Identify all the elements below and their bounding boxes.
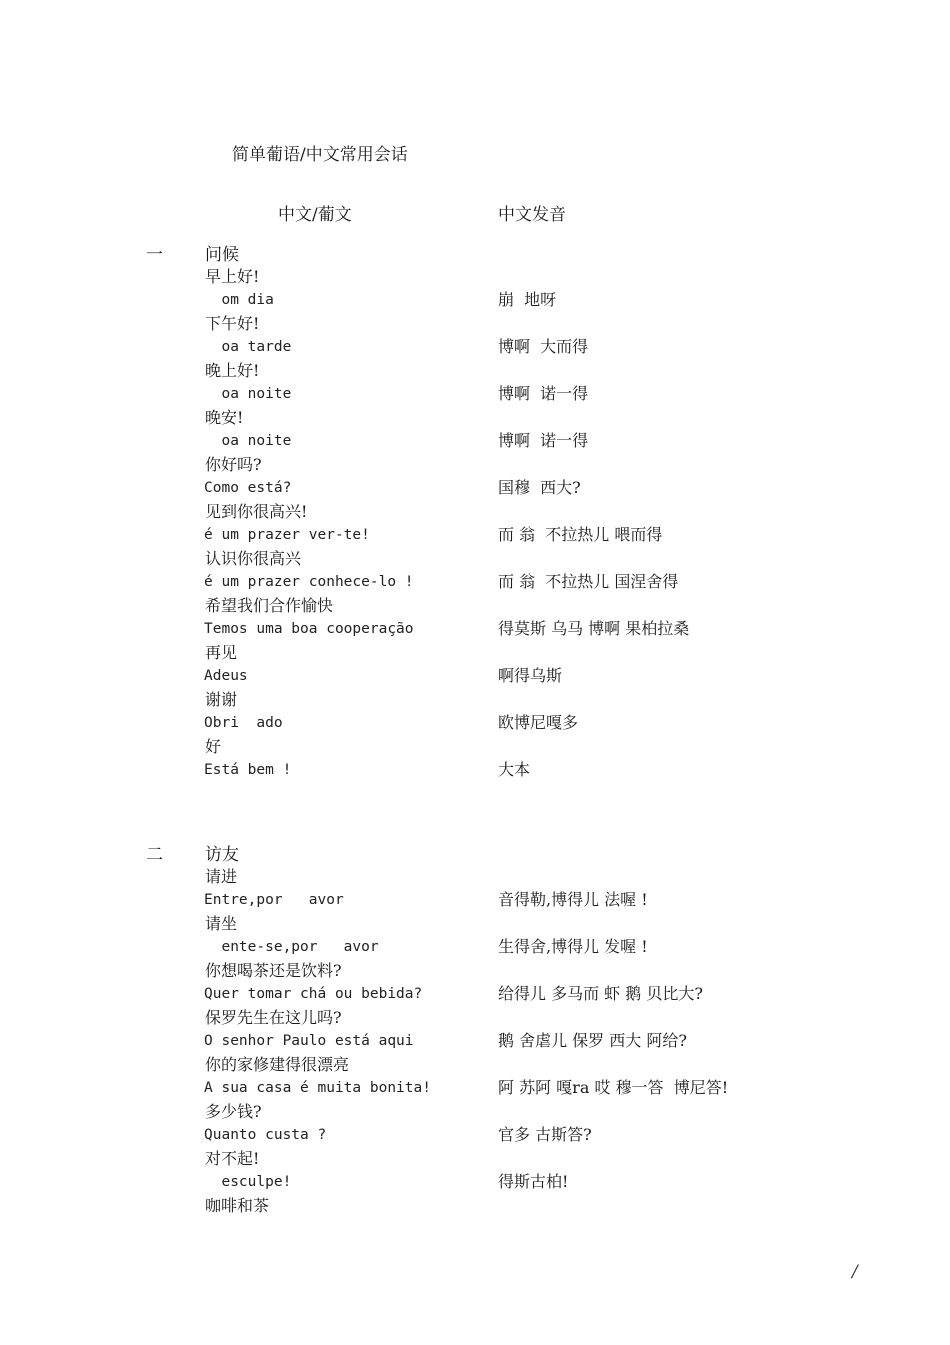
portuguese-phrase: Temos uma boa cooperação: [204, 621, 414, 637]
phrase-entry: [0, 502, 950, 549]
phrase-entry: [0, 596, 950, 643]
portuguese-phrase: esculpe!: [204, 1174, 292, 1190]
pronunciation-text: 而 翁 不拉热儿 喂而得: [498, 525, 663, 544]
pronunciation-text: 鹅 舍虐儿 保罗 西大 阿给?: [498, 1031, 687, 1050]
chinese-phrase: 你的家修建得很漂亮: [205, 1055, 350, 1074]
page-marker: /: [852, 1262, 858, 1282]
column-header-pronunciation: 中文发音: [498, 205, 566, 225]
section-number: 二: [146, 845, 163, 865]
chinese-phrase: 好: [205, 737, 222, 756]
pronunciation-text: 得斯古柏!: [498, 1172, 569, 1191]
chinese-phrase: 谢谢: [205, 690, 238, 709]
portuguese-phrase: Quer tomar chá ou bebida?: [204, 986, 423, 1002]
pronunciation-text: 官多 古斯答?: [498, 1125, 592, 1144]
portuguese-phrase: Adeus: [204, 668, 248, 684]
portuguese-phrase: ente-se,por avor: [204, 939, 379, 955]
pronunciation-text: 得莫斯 乌马 博啊 果柏拉桑: [498, 619, 690, 638]
pronunciation-text: 啊得乌斯: [498, 666, 563, 685]
phrase-entry: [0, 455, 950, 502]
phrase-entry: [0, 408, 950, 455]
chinese-phrase: 见到你很高兴!: [205, 502, 308, 521]
pronunciation-text: 阿 苏阿 嘎ra 哎 穆一答 博尼答!: [498, 1078, 729, 1097]
chinese-phrase: 早上好!: [205, 267, 260, 286]
phrase-entry: [0, 737, 950, 784]
chinese-phrase: 再见: [205, 643, 238, 662]
phrase-entry: [0, 549, 950, 596]
page-title: 简单葡语/中文常用会话: [232, 145, 408, 165]
portuguese-phrase: Quanto custa ?: [204, 1127, 327, 1143]
pronunciation-text: 大本: [498, 760, 531, 779]
section-title: 访友: [205, 845, 239, 865]
chinese-phrase: 请进: [205, 867, 238, 886]
pronunciation-text: 欧博尼嘎多: [498, 713, 579, 732]
portuguese-phrase: Como está?: [204, 480, 292, 496]
phrase-entry: [0, 643, 950, 690]
pronunciation-text: 博啊 大而得: [498, 337, 589, 356]
chinese-phrase: 下午好!: [205, 314, 260, 333]
chinese-phrase: 晚安!: [205, 408, 244, 427]
pronunciation-text: 国穆 西大?: [498, 478, 581, 497]
section-number: 一: [146, 245, 163, 265]
section-title: 问候: [205, 245, 239, 265]
pronunciation-text: 音得勒,博得儿 法喔 !: [498, 890, 648, 909]
phrase-entry: [0, 914, 950, 961]
portuguese-phrase: é um prazer conhece-lo !: [204, 574, 414, 590]
pronunciation-text: 生得舍,博得儿 发喔 !: [498, 937, 648, 956]
phrase-entry: [0, 867, 950, 914]
portuguese-phrase: oa tarde: [204, 339, 292, 355]
chinese-phrase: 认识你很高兴: [205, 549, 302, 568]
column-header-chinese-portuguese: 中文/葡文: [278, 205, 352, 225]
phrase-list: [0, 867, 950, 1243]
portuguese-phrase: O senhor Paulo está aqui: [204, 1033, 414, 1049]
portuguese-phrase: oa noite: [204, 433, 292, 449]
phrase-entry: [0, 361, 950, 408]
chinese-phrase: 你好吗?: [205, 455, 262, 474]
pronunciation-text: 给得儿 多马而 虾 鹅 贝比大?: [498, 984, 703, 1003]
pronunciation-text: 博啊 诺一得: [498, 431, 589, 450]
chinese-phrase: 保罗先生在这儿吗?: [205, 1008, 342, 1027]
phrase-entry: [0, 267, 950, 314]
portuguese-phrase: om dia: [204, 292, 274, 308]
phrase-list: [0, 267, 950, 784]
chinese-phrase: 你想喝茶还是饮料?: [205, 961, 342, 980]
pronunciation-text: 博啊 诺一得: [498, 384, 589, 403]
phrase-entry: [0, 1149, 950, 1196]
portuguese-phrase: Entre,por avor: [204, 892, 344, 908]
portuguese-phrase: A sua casa é muita bonita!: [204, 1080, 431, 1096]
portuguese-phrase: oa noite: [204, 386, 292, 402]
phrase-entry: [0, 961, 950, 1008]
phrase-entry: [0, 314, 950, 361]
phrase-entry: [0, 690, 950, 737]
portuguese-phrase: Está bem !: [204, 762, 292, 778]
portuguese-phrase: é um prazer ver-te!: [204, 527, 370, 543]
portuguese-phrase: Obri ado: [204, 715, 283, 731]
phrase-entry: [0, 1008, 950, 1055]
chinese-phrase: 希望我们合作愉快: [205, 596, 334, 615]
chinese-phrase: 请坐: [205, 914, 238, 933]
phrase-entry: [0, 1055, 950, 1102]
phrase-entry: [0, 1102, 950, 1149]
chinese-phrase: 多少钱?: [205, 1102, 262, 1121]
chinese-phrase: 晚上好!: [205, 361, 260, 380]
pronunciation-text: 而 翁 不拉热儿 国涅舍得: [498, 572, 679, 591]
chinese-phrase: 对不起!: [205, 1149, 260, 1168]
phrase-entry: [0, 1196, 950, 1243]
chinese-phrase: 咖啡和茶: [205, 1196, 270, 1215]
pronunciation-text: 崩 地呀: [498, 290, 557, 309]
